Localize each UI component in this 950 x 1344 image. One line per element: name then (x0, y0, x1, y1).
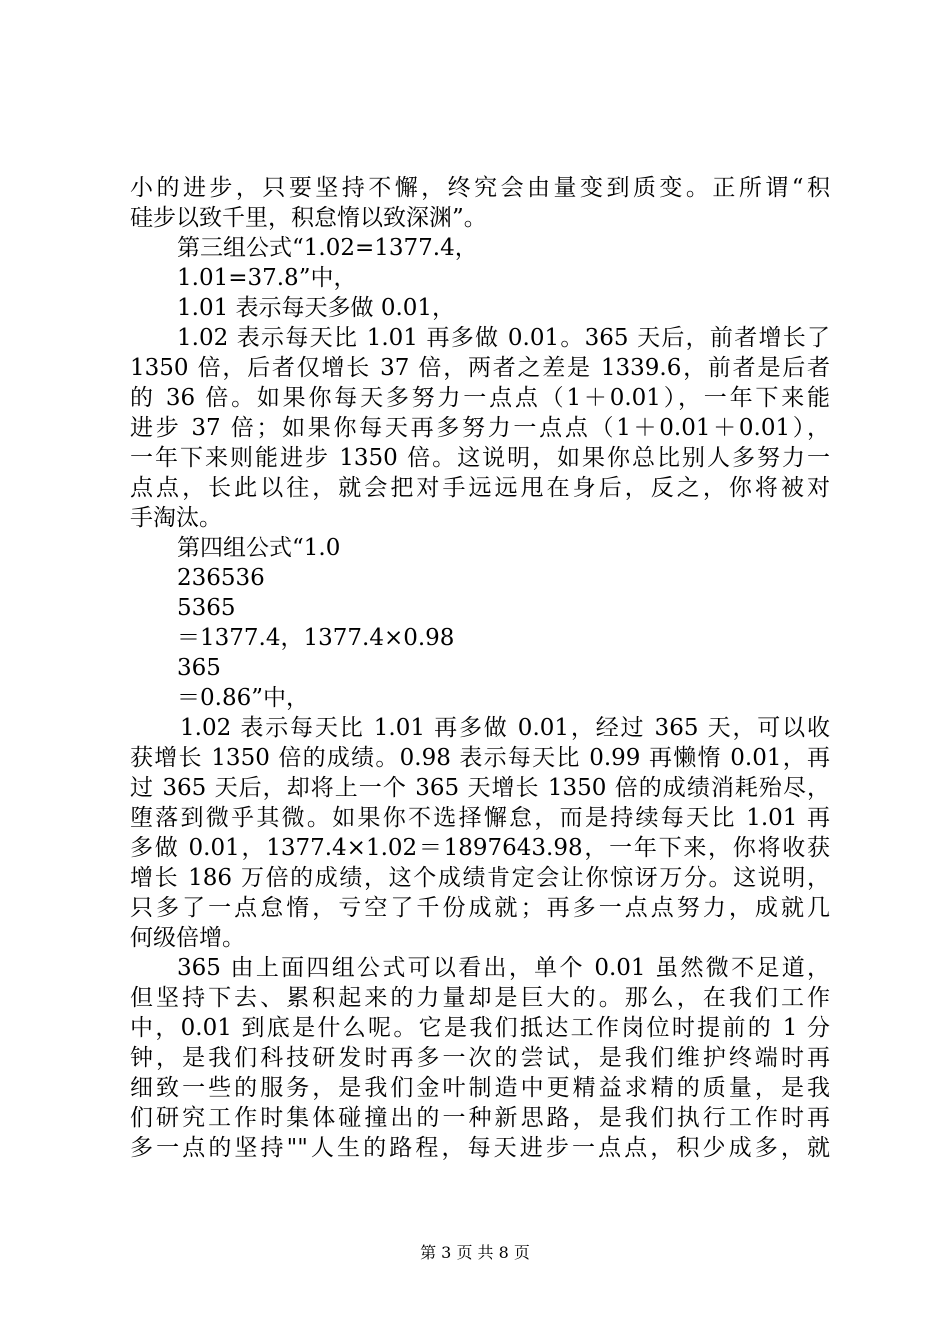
text-line: 多一点的坚持""人生的路程，每天进步一点点，积少成多，就 (130, 1135, 830, 1161)
page-number-footer: 第 3 页 共 8 页 (420, 1243, 530, 1262)
text-line: ＝0.86”中， (177, 685, 309, 711)
text-line: 硅步以致千里，积怠惰以致深渊”。 (130, 205, 487, 231)
text-line: 们研究工作时集体碰撞出的一种新思路，是我们执行工作时再 (130, 1105, 830, 1131)
text-line: 只多了一点怠惰，亏空了千份成就；再多一点点努力，成就几 (130, 895, 830, 921)
text-line: 365 由上面四组公式可以看出，单个 0.01 虽然微不足道， (177, 955, 830, 981)
text-line: 过 365 天后，却将上一个 365 天增长 1350 倍的成绩消耗殆尽， (130, 775, 830, 801)
text-line: 1.01=37.8”中， (177, 265, 357, 291)
text-line: 5365 (177, 595, 236, 621)
text-line: 手淘汰。 (130, 505, 222, 531)
text-line: 多做 0.01，1377.4×1.02＝1897643.98，一年下来，你将收获 (130, 835, 830, 861)
text-line: 堕落到微乎其微。如果你不选择懈怠，而是持续每天比 1.01 再 (130, 805, 830, 831)
body-text (130, 173, 830, 1163)
text-line: 1.02 表示每天比 1.01 再多做 0.01，经过 365 天，可以收 (180, 715, 830, 741)
text-line: 点点，长此以往，就会把对手远远甩在身后，反之，你将被对 (130, 475, 830, 501)
text-line: 何级倍增。 (130, 925, 245, 951)
text-line: 中，0.01 到底是什么呢。它是我们抵达工作岗位时提前的 1 分 (130, 1015, 830, 1041)
text-line: 1350 倍，后者仅增长 37 倍，两者之差是 1339.6，前者是后者 (130, 355, 830, 381)
text-line: 获增长 1350 倍的成绩。0.98 表示每天比 0.99 再懒惰 0.01，再 (130, 745, 830, 771)
text-line: 细致一些的服务，是我们金叶制造中更精益求精的质量，是我 (130, 1075, 830, 1101)
text-line: 钟，是我们科技研发时再多一次的尝试，是我们维护终端时再 (130, 1045, 830, 1071)
text-line: 236536 (177, 565, 265, 591)
text-line: 1.02 表示每天比 1.01 再多做 0.01。365 天后，前者增长了 (177, 325, 830, 351)
text-line: 小的进步，只要坚持不懈，终究会由量变到质变。正所谓“积 (130, 175, 830, 201)
text-line: 1.01 表示每天多做 0.01， (177, 295, 456, 321)
text-line: 增长 186 万倍的成绩，这个成绩肯定会让你惊讶万分。这说明， (130, 865, 830, 891)
text-line: 一年下来则能进步 1350 倍。这说明，如果你总比别人多努力一 (130, 445, 830, 471)
text-line: 但坚持下去、累积起来的力量却是巨大的。那么，在我们工作 (130, 985, 830, 1011)
text-line: 第四组公式“1.0 (177, 535, 341, 561)
text-line: 进步 37 倍；如果你每天再多努力一点点（1＋0.01＋0.01）， (130, 415, 830, 441)
text-line: 的 36 倍。如果你每天多努力一点点（1＋0.01），一年下来能 (130, 385, 830, 411)
text-line: ＝1377.4，1377.4×0.98 (177, 625, 455, 651)
text-line: 365 (177, 655, 221, 681)
text-line: 第三组公式“1.02=1377.4， (177, 235, 478, 261)
